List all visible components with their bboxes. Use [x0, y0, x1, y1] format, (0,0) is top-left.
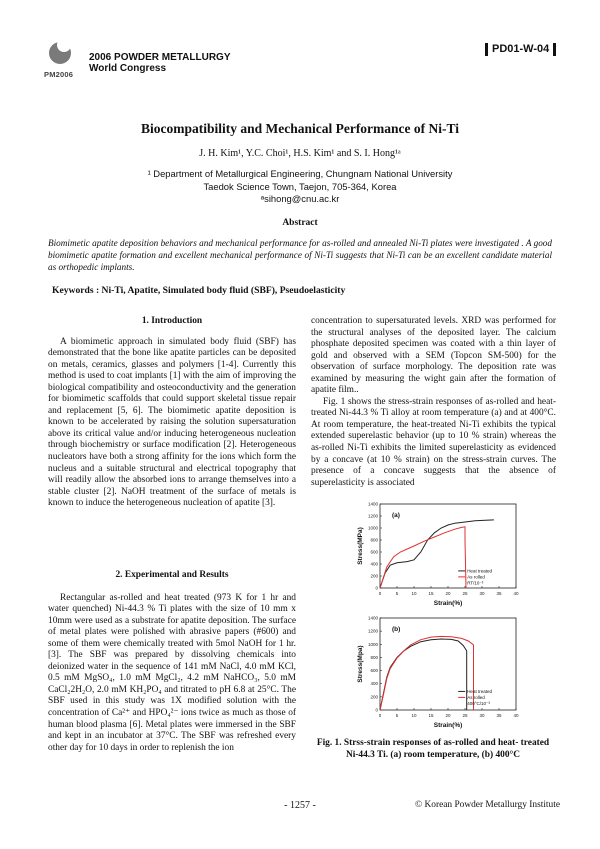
legend-label: 400°C/10⁻³	[467, 700, 490, 706]
conference-subtitle: World Congress	[89, 63, 167, 74]
x-tick-label: 5	[395, 713, 399, 718]
x-tick-label: 15	[428, 591, 434, 596]
x-tick-label: 10	[411, 713, 417, 718]
experimental-paragraph: Rectangular as-rolled and heat treated (973 K for 1 hr and water quenched) Ni-44.3 % Ti plates with the size of 10 mm x 10mm were used as a substrate for apatite deposition. The surface of metal plates were polished with abrasive papers (#600) and some of them were chemically treated with 5mol NaOH for 1 hr. [3]. The SBF was prepared by dissolving chemicals into deionized water in the sequence of 141 mM NaCl, 4.0 mM KCl, 0.5 mM MgSO₄, 1.0 mM MgCl₂, 4.2 mM NaHCO₃, 5.0 mM CaCl₂2H₂O, 2.0 mM KH₂PO₄ and titrated to pH 6.8 at 25°C. The SBF used in this study was 1X modified solution with the concentration of Ca²⁺ and HPO₄²⁻ ions twice as much as those of human blood plasma [6]. Metal plates were immersed in the SBF and kept in an incubator at 37°C. The SBF was refreshed every other day for 10 days in order to replenish the ion	[48, 592, 296, 753]
y-axis-label: Stress(MPa)	[357, 527, 364, 565]
y-tick-label: 1000	[367, 641, 378, 647]
x-tick-label: 40	[513, 591, 519, 596]
figure-caption-line-1: Fig. 1. Strss-strain responses of as-rolled and heat- treated	[316, 738, 550, 748]
intro-section	[48, 316, 296, 510]
stress-strain-chart-a	[340, 500, 520, 610]
conference-title: 2006 POWDER METALLURGY	[89, 52, 231, 63]
x-tick-label: 0	[378, 713, 382, 718]
conference-logo-icon	[49, 42, 71, 64]
affiliation-line-2: Taedok Science Town, Taejon, 705-364, Korea	[203, 181, 397, 192]
y-tick-label: 200	[370, 573, 378, 579]
y-tick-label: 200	[370, 694, 378, 700]
x-tick-label: 20	[445, 713, 451, 718]
stress-strain-chart-b	[340, 614, 520, 732]
series-line-heat-treated	[380, 639, 467, 710]
plot-frame	[380, 504, 516, 588]
x-tick-label: 40	[513, 713, 519, 718]
y-tick-label: 0	[375, 707, 378, 713]
legend-label: As rolled	[467, 694, 485, 700]
x-tick-label: 35	[496, 591, 502, 596]
author-list: J. H. Kim¹, Y.C. Choi¹, H.S. Kim¹ and S. I. Hong¹ᵃ	[199, 148, 401, 159]
y-tick-label: 1200	[367, 513, 378, 519]
figure-caption	[304, 737, 562, 761]
y-tick-label: 800	[370, 537, 378, 543]
y-axis-label: Stress(Mpa)	[357, 645, 364, 683]
right-paragraph-2: Fig. 1 shows the stress-strain responses of as-rolled and heat-treated Ni-44.3 % Ti alloy at room temperature (a) and at 400°C. At room temperature, the heat-treated Ni-Ti exhibits the typical extended superelastic behavior (up to 10 % strain) whereas the as-rolled Ni-Ti exhibits the limited superelasticity as evidenced by a concave (at 10 % strain) on the stress-strain curves. The presence of a concave suggests that the absence of superelasticity is associated	[311, 396, 556, 488]
paper-title: Biocompatibility and Mechanical Performance of Ni-Ti	[140, 121, 460, 136]
abstract-heading: Abstract	[282, 218, 318, 228]
experimental-heading: 2. Experimental and Results	[115, 570, 229, 580]
x-axis-label: Strain(%)	[433, 600, 463, 607]
logo-text: PM2006	[44, 70, 74, 79]
right-paragraph-1: concentration to supersaturated levels. XRD was performed for the structural analyses of the deposited layer. The calcium phosphate deposited specimen was coated with a thin layer of gold and observed with a SEM (Topcon SM-500) for the observation of surface morphology. The deposition rate was examined by measuring the wight gain after the formation of apatite film..	[311, 316, 556, 396]
legend-label: RT/10⁻³	[467, 580, 484, 586]
figure-caption-line-2: Ni-44.3 Ti. (a) room temperature, (b) 400°C	[345, 750, 521, 760]
author-email: ᵃsihong@cnu.ac.kr	[260, 193, 340, 204]
x-tick-label: 5	[395, 591, 399, 596]
right-column-text	[311, 316, 556, 489]
x-tick-label: 15	[428, 713, 434, 718]
copyright: © Korean Powder Metallurgy Institute	[415, 800, 560, 810]
x-tick-label: 25	[462, 591, 468, 596]
legend-label: Heat treated	[467, 568, 492, 574]
keywords: Keywords : Ni-Ti, Apatite, Simulated body fluid (SBF), Pseudoelasticity	[52, 285, 346, 296]
affiliation-line-1: ¹ Department of Metallurgical Engineering, Chungnam National University	[147, 168, 453, 179]
y-tick-label: 800	[370, 654, 378, 660]
intro-heading: 1. Introduction	[141, 316, 203, 326]
intro-paragraph: A biomimetic approach in simulated body fluid (SBF) has demonstrated that the bone like apatite particles can be deposited on metals, ceramics, glasses and polymers [1-4]. Currently this method is used to coat implants [1] with the aim of improving the biological compatibility and osteoconductivity and the generation for biomimetic scaffolds that could support skeletal tissue repair and replacement [5, 6]. The biomimetic apatite deposition is known to be accelerated by raising the solution supersaturation above its critical value and/or inducing heterogeneous nucleation through biochemistry or surface modification [2]. Heterogeneous nucleators have both a strong affinity for the ions which form the nucleus and a suitable structural and electrical topography that will readily allow the absorbed ions to arrange themselves into a stable cluster [2]. NaOH treatment of the surface of metals is known to induce the heterogeneous nucleation of apatite [3].	[48, 336, 296, 509]
x-tick-label: 10	[411, 591, 417, 596]
paper-code-badge: PD01-W-04	[485, 43, 556, 56]
legend-label: As rolled	[467, 574, 485, 580]
x-tick-label: 30	[479, 713, 485, 718]
y-tick-label: 1000	[367, 525, 378, 531]
x-tick-label: 25	[462, 713, 468, 718]
panel-label: (a)	[392, 512, 400, 519]
y-tick-label: 600	[370, 549, 378, 555]
abstract-text: Biomimetic apatite deposition behaviors and mechanical performance for as-rolled and annealed Ni-Ti plates were investigated . A good biomimetic apatite formation and excellent mechanical performance of Ni-Ti suggests that Ni-Ti can be an excellent candidate material as orthopedic implants.	[48, 238, 552, 272]
x-axis-label: Strain(%)	[433, 722, 463, 729]
y-tick-label: 1400	[367, 615, 378, 621]
x-tick-label: 35	[496, 713, 502, 718]
x-tick-label: 0	[378, 591, 382, 596]
x-tick-label: 20	[445, 591, 451, 596]
panel-label: (b)	[392, 626, 401, 633]
y-tick-label: 600	[370, 668, 378, 674]
y-tick-label: 0	[375, 585, 378, 591]
series-line-as-rolled	[380, 636, 474, 710]
experimental-section	[48, 570, 296, 754]
plot-frame	[380, 618, 516, 710]
y-tick-label: 400	[370, 681, 378, 687]
series-line-as-rolled	[380, 527, 466, 588]
y-tick-label: 400	[370, 561, 378, 567]
y-tick-label: 1400	[367, 501, 378, 507]
x-tick-label: 30	[479, 591, 485, 596]
legend-label: Heat treated	[467, 688, 492, 694]
y-tick-label: 1200	[367, 628, 378, 634]
page-number: - 1257 -	[284, 800, 316, 811]
